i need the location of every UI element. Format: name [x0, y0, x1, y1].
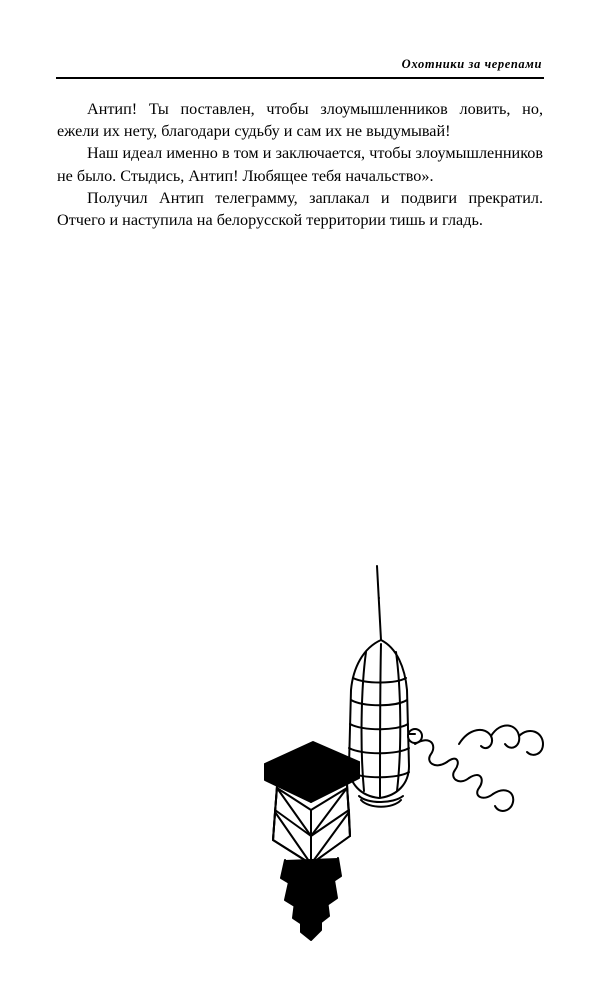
- running-head: Охотники за черепами: [401, 57, 542, 71]
- header-rule: [56, 77, 544, 79]
- paragraph: Антип! Ты поставлен, чтобы злоумышленников ловить, но, ежели их нету, благодари судьбу и сам их не выдумывай!: [57, 100, 543, 141]
- paragraph: Получил Антип телеграмму, заплакал и подвиги прекратил. Отчего и наступила на белорусской территории тишь и гладь.: [57, 188, 543, 230]
- body-text: [57, 98, 543, 231]
- page-header: [56, 58, 544, 79]
- paragraph: Наш идеал именно в том и заключается, чтобы злоумышленников не было. Стыдись, Антип! Любящее тебя начальство».: [57, 144, 543, 185]
- tower-and-squiggle-drawing: [255, 548, 565, 948]
